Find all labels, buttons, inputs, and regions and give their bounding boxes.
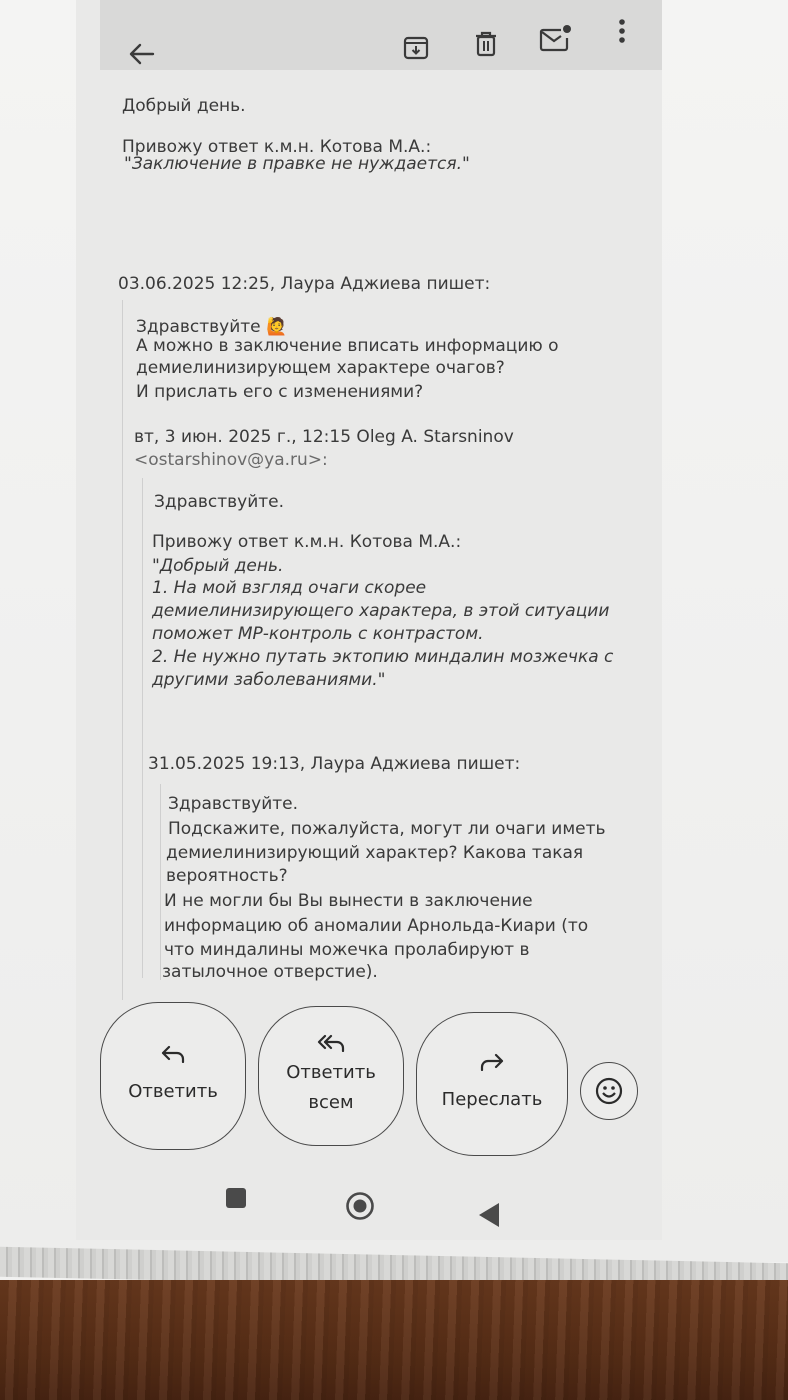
forward-icon — [480, 1053, 504, 1071]
message-greeting: Добрый день. — [122, 96, 246, 116]
reply-all-button[interactable] — [258, 1006, 404, 1146]
reply1-line: И прислать его с изменениями? — [136, 382, 424, 402]
reply3-line: что миндалины можечка пролабируют в — [164, 940, 530, 960]
quoted-email-link[interactable]: <ostarshinov@ya.ru>: — [134, 450, 328, 470]
reply2-quote-line: 1. На мой взгляд очаги скорее — [152, 578, 427, 598]
reply2-hello: Здравствуйте. — [154, 492, 285, 512]
triangle-back-icon[interactable] — [478, 1202, 500, 1228]
reply1-line: демиелинизирующем характере очагов? — [136, 358, 505, 378]
quote-divider — [122, 300, 123, 1000]
reply2-quote-line: "Добрый день. — [152, 556, 284, 576]
reply3-line: И не могли бы Вы вынести в заключение — [164, 891, 533, 911]
more-options-button[interactable] — [610, 16, 634, 46]
trash-icon — [474, 31, 498, 57]
archive-button[interactable] — [398, 30, 434, 66]
more-vertical-icon — [618, 18, 626, 44]
message-quote: "Заключение в правке не нуждается." — [124, 154, 470, 174]
forward-label: Переслать — [441, 1089, 543, 1110]
top-toolbar — [100, 0, 662, 70]
recents-square-icon[interactable] — [226, 1188, 246, 1208]
reply3-line: вероятность? — [166, 866, 288, 886]
reply2-quote-line: 2. Не нужно путать эктопию миндалин мозжечка с — [152, 647, 614, 667]
reply3-line: информацию об аномалии Арнольда-Киари (то — [164, 916, 589, 936]
emoji-reaction-button[interactable] — [580, 1062, 638, 1120]
reply3-line: затылочное отверстие). — [162, 962, 378, 982]
message-intro: Привожу ответ к.м.н. Котова М.А.: — [122, 137, 432, 157]
reply-button[interactable] — [100, 1002, 246, 1150]
reply1-line: Здравствуйте 🙋 — [136, 317, 288, 337]
delete-button[interactable] — [468, 26, 504, 62]
reply3-line: демиелинизирующий характер? Какова такая — [166, 843, 584, 863]
reply3-header: 31.05.2025 19:13, Лаура Аджиева пишет: — [148, 754, 521, 774]
reply2-quote-line: поможет МР-контроль с контрастом. — [152, 624, 484, 644]
reply-all-label-2: всем — [308, 1092, 354, 1113]
arrow-left-icon — [129, 43, 155, 65]
reply-all-icon — [317, 1034, 345, 1052]
quote-divider — [142, 478, 143, 978]
reply3-line: Здравствуйте. — [168, 794, 299, 814]
home-circle-icon[interactable] — [345, 1191, 375, 1221]
reply-icon — [161, 1045, 185, 1063]
quoted-header: вт, 3 июн. 2025 г., 12:15 Oleg A. Starsninov — [134, 427, 514, 447]
reply-label: Ответить — [128, 1081, 218, 1102]
reply2-intro: Привожу ответ к.м.н. Котова М.А.: — [152, 532, 462, 552]
wooden-table — [0, 1280, 788, 1400]
reply1-header: 03.06.2025 12:25, Лаура Аджиева пишет: — [118, 274, 491, 294]
reply-all-label-1: Ответить — [286, 1062, 376, 1083]
reply2-quote-line: демиелинизирующего характера, в этой ситуации — [152, 601, 610, 621]
forward-button[interactable] — [416, 1012, 568, 1156]
quote-divider — [160, 784, 161, 980]
archive-icon — [403, 35, 429, 61]
mail-unread-icon — [539, 24, 573, 52]
mark-unread-button[interactable] — [536, 20, 576, 56]
smiley-icon — [595, 1077, 623, 1105]
reply3-line: Подскажите, пожалуйста, могут ли очаги иметь — [168, 819, 606, 839]
reply1-line: А можно в заключение вписать информацию о — [136, 336, 559, 356]
reply2-quote-line: другими заболеваниями." — [152, 670, 386, 690]
back-button[interactable] — [122, 34, 162, 74]
